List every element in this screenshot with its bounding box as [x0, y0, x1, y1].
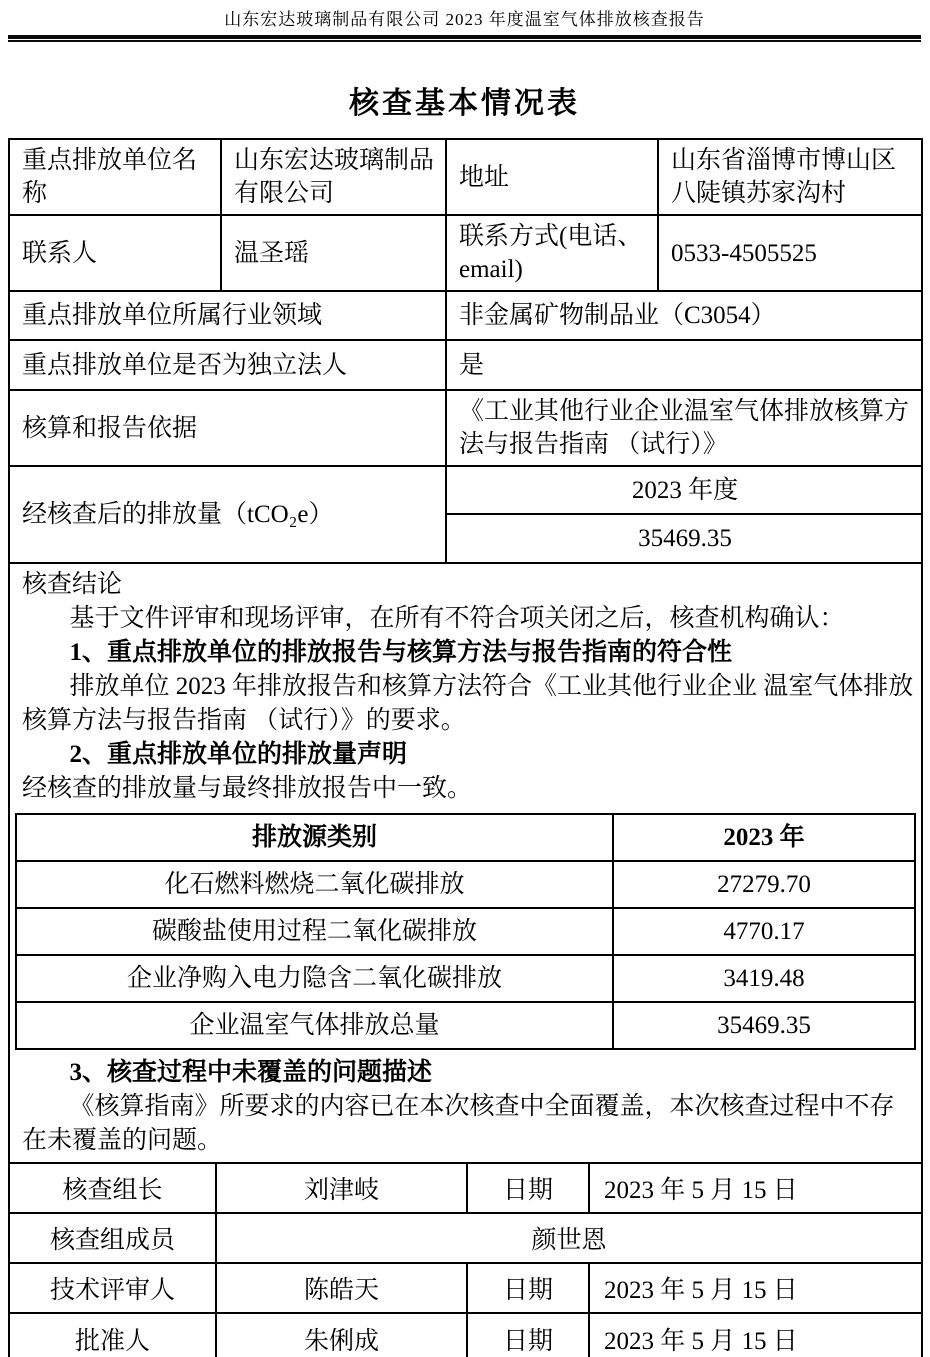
row-verified-period: [9, 466, 922, 514]
legal-entity-value: 是: [446, 340, 922, 390]
header-rule-thick: [8, 35, 921, 39]
signoff-row-leader: [9, 1163, 922, 1213]
emission-year-header: 2023 年: [613, 814, 915, 861]
emission-row-label: 碳酸盐使用过程二氧化碳排放: [16, 908, 613, 955]
address-label: 地址: [446, 139, 658, 215]
signoff-name: 刘津岐: [216, 1163, 467, 1213]
signoff-role: 技术评审人: [9, 1263, 216, 1313]
emission-header-row: [16, 814, 915, 861]
header-rule-thin: [8, 40, 921, 42]
emission-source-table: [15, 813, 916, 1050]
basis-label: 核算和报告依据: [9, 390, 446, 466]
section1-body: 排放单位 2023 年排放报告和核算方法符合《工业其他行业企业 温室气体排放核算方法与报告指南 （试行）》的要求。: [22, 673, 914, 734]
unit-name-value: 山东宏达玻璃制品有限公司: [221, 139, 446, 215]
industry-label: 重点排放单位所属行业领域: [9, 291, 446, 340]
signoff-name: 陈皓天: [216, 1263, 467, 1313]
signoff-table: [8, 1162, 923, 1357]
emission-row-fossil: [16, 861, 915, 908]
section2-body: 经核查的排放量与最终排放报告中一致。: [22, 775, 473, 802]
signoff-role: 核查组长: [9, 1163, 216, 1213]
row-industry: [9, 291, 922, 340]
conclusion-cell: [9, 563, 922, 1163]
emission-row-label: 化石燃料燃烧二氧化碳排放: [16, 861, 613, 908]
signoff-row-members: [9, 1213, 922, 1263]
signoff-date-label: 日期: [467, 1313, 589, 1357]
signoff-date: 2023 年 5 月 15 日: [589, 1313, 922, 1357]
verified-period: 2023 年度: [446, 466, 922, 514]
section1-title: 1、重点排放单位的排放报告与核算方法与报告指南的符合性: [69, 639, 733, 666]
emission-row-electricity: [16, 955, 915, 1002]
signoff-date-label: 日期: [467, 1263, 589, 1313]
section2-title: 2、重点排放单位的排放量声明: [69, 741, 408, 768]
basis-value: 《工业其他行业企业温室气体排放核算方法与报告指南 （试行）》: [446, 390, 922, 466]
section3-title: 3、核查过程中未覆盖的问题描述: [69, 1059, 433, 1086]
signoff-row-reviewer: [9, 1263, 922, 1313]
emission-row-total: [16, 1002, 915, 1049]
emission-row-label: 企业净购入电力隐含二氧化碳排放: [16, 955, 613, 1002]
row-conclusion: [9, 563, 922, 1163]
emission-row-value: 35469.35: [613, 1002, 915, 1049]
signoff-date: 2023 年 5 月 15 日: [589, 1163, 922, 1213]
signoff-role: 批准人: [9, 1313, 216, 1357]
address-value: 山东省淄博市博山区八陡镇苏家沟村: [658, 139, 922, 215]
emission-row-value: 4770.17: [613, 908, 915, 955]
contact-method-label: 联系方式(电话、email): [446, 215, 658, 291]
doc-title: 核查基本情况表: [349, 87, 580, 120]
signoff-date-label: 日期: [467, 1163, 589, 1213]
row-legal-entity: [9, 340, 922, 390]
contact-label: 联系人: [9, 215, 221, 291]
section3-body: 《核算指南》所要求的内容已在本次核查中全面覆盖，本次核查过程中不存在未覆盖的问题。: [22, 1093, 895, 1154]
emission-source-header: 排放源类别: [16, 814, 613, 861]
industry-value: 非金属矿物制品业（C3054）: [446, 291, 922, 340]
running-header: 山东宏达玻璃制品有限公司 2023 年度温室气体排放核查报告: [224, 10, 705, 29]
unit-name-label: 重点排放单位名称: [9, 139, 221, 215]
row-contact: [9, 215, 922, 291]
verified-total: 35469.35: [446, 514, 922, 563]
verified-emission-label: 经核查后的排放量（tCO₂e）: [9, 466, 446, 563]
emission-row-value: 27279.70: [613, 861, 915, 908]
signoff-row-approver: [9, 1313, 922, 1357]
row-unit-name: [9, 139, 922, 215]
emission-row-label: 企业温室气体排放总量: [16, 1002, 613, 1049]
signoff-date: 2023 年 5 月 15 日: [589, 1263, 922, 1313]
emission-row-carbonate: [16, 908, 915, 955]
conclusion-intro: 基于文件评审和现场评审，在所有不符合项关闭之后，核查机构确认：: [69, 605, 845, 632]
conclusion-heading: 核查结论: [22, 571, 123, 598]
signoff-name: 颜世恩: [216, 1213, 922, 1263]
signoff-name: 朱俐成: [216, 1313, 467, 1357]
row-basis: [9, 390, 922, 466]
contact-name: 温圣瑶: [221, 215, 446, 291]
contact-phone: 0533-4505525: [658, 215, 922, 291]
basic-info-table: [8, 138, 923, 1164]
legal-entity-label: 重点排放单位是否为独立法人: [9, 340, 446, 390]
signoff-role: 核查组成员: [9, 1213, 216, 1263]
emission-row-value: 3419.48: [613, 955, 915, 1002]
